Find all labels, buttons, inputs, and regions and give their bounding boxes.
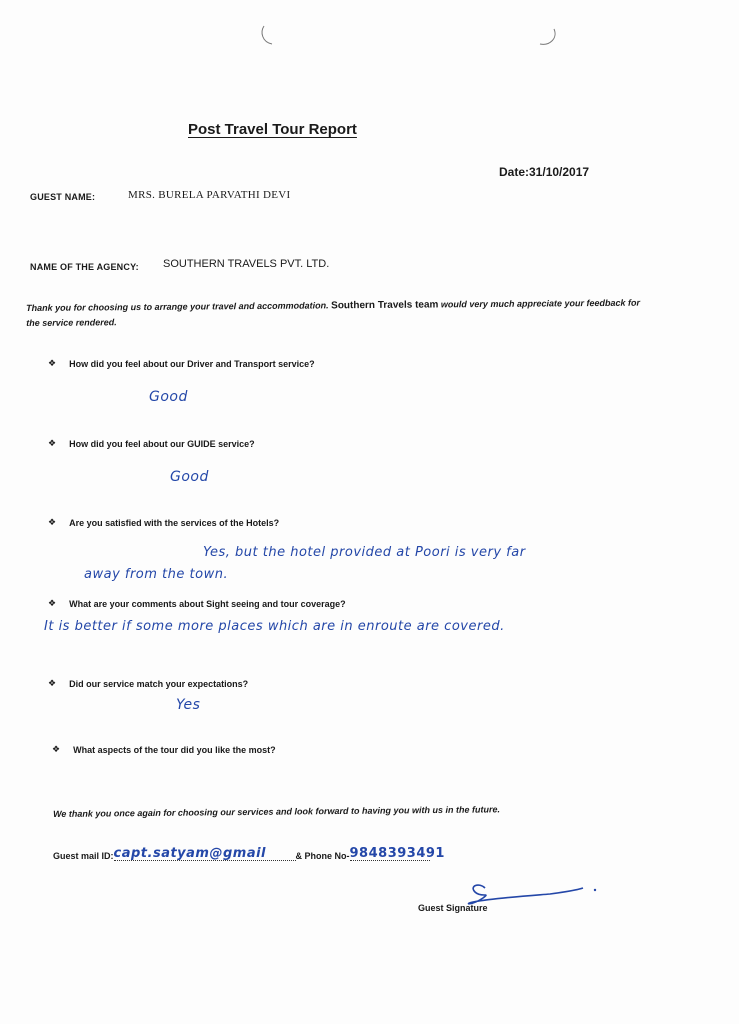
question-text: How did you feel about our GUIDE service?	[69, 438, 255, 449]
diamond-bullet-icon: ❖	[48, 598, 57, 608]
intro-text-1: Thank you for choosing us to arrange your travel and accommodation.	[26, 300, 329, 313]
question-5	[48, 678, 248, 689]
guest-name-label: GUEST NAME:	[30, 192, 96, 202]
phone-field	[349, 846, 445, 861]
phone-value: 9848393491	[349, 846, 445, 861]
question-6	[52, 744, 276, 755]
answer-4: It is better if some more places which are in enroute are covered.	[44, 619, 505, 634]
answer-3-line-1: Yes, but the hotel provided at Poori is very far	[203, 545, 526, 560]
diamond-bullet-icon: ❖	[48, 517, 57, 527]
answer-1: Good	[149, 389, 188, 405]
intro-paragraph	[26, 296, 646, 331]
diamond-bullet-icon: ❖	[48, 358, 57, 368]
agency-label: NAME OF THE AGENCY:	[30, 262, 139, 272]
question-1	[48, 358, 315, 369]
intro-company: Southern Travels team	[331, 299, 439, 312]
phone-label: & Phone No-	[295, 851, 350, 861]
punch-hole-mark	[536, 26, 560, 50]
intro-text-2: would very much appreciate your feedback for the service rendered.	[26, 297, 641, 328]
guest-name-value: MRS. BURELA PARVATHI DEVI	[128, 189, 291, 201]
question-text: How did you feel about our Driver and Transport service?	[69, 358, 315, 369]
diamond-bullet-icon: ❖	[52, 744, 61, 754]
closing-statement: We thank you once again for choosing our services and look forward to having you with us in the future.	[53, 804, 500, 819]
page-title: Post Travel Tour Report	[188, 121, 357, 138]
punch-hole-mark	[258, 22, 282, 48]
signature-label: Guest Signature	[418, 903, 488, 913]
question-2	[48, 438, 255, 449]
report-date: Date:31/10/2017	[499, 165, 590, 179]
mail-value: capt.satyam@gmail	[113, 846, 267, 861]
answer-3-line-2: away from the town.	[84, 567, 229, 582]
agency-value: SOUTHERN TRAVELS PVT. LTD.	[163, 258, 330, 270]
question-4	[48, 598, 346, 609]
question-3	[48, 517, 279, 528]
diamond-bullet-icon: ❖	[48, 678, 57, 688]
mail-field	[114, 848, 296, 861]
question-text: Are you satisfied with the services of the Hotels?	[69, 517, 280, 528]
question-text: Did our service match your expectations?	[69, 678, 249, 689]
contact-line	[53, 846, 445, 861]
answer-5: Yes	[176, 697, 201, 713]
mail-label: Guest mail ID:	[53, 851, 114, 861]
question-text: What aspects of the tour did you like the most?	[73, 744, 276, 755]
diamond-bullet-icon: ❖	[48, 438, 57, 448]
answer-2: Good	[170, 469, 209, 485]
question-text: What are your comments about Sight seeing and tour coverage?	[69, 598, 346, 609]
